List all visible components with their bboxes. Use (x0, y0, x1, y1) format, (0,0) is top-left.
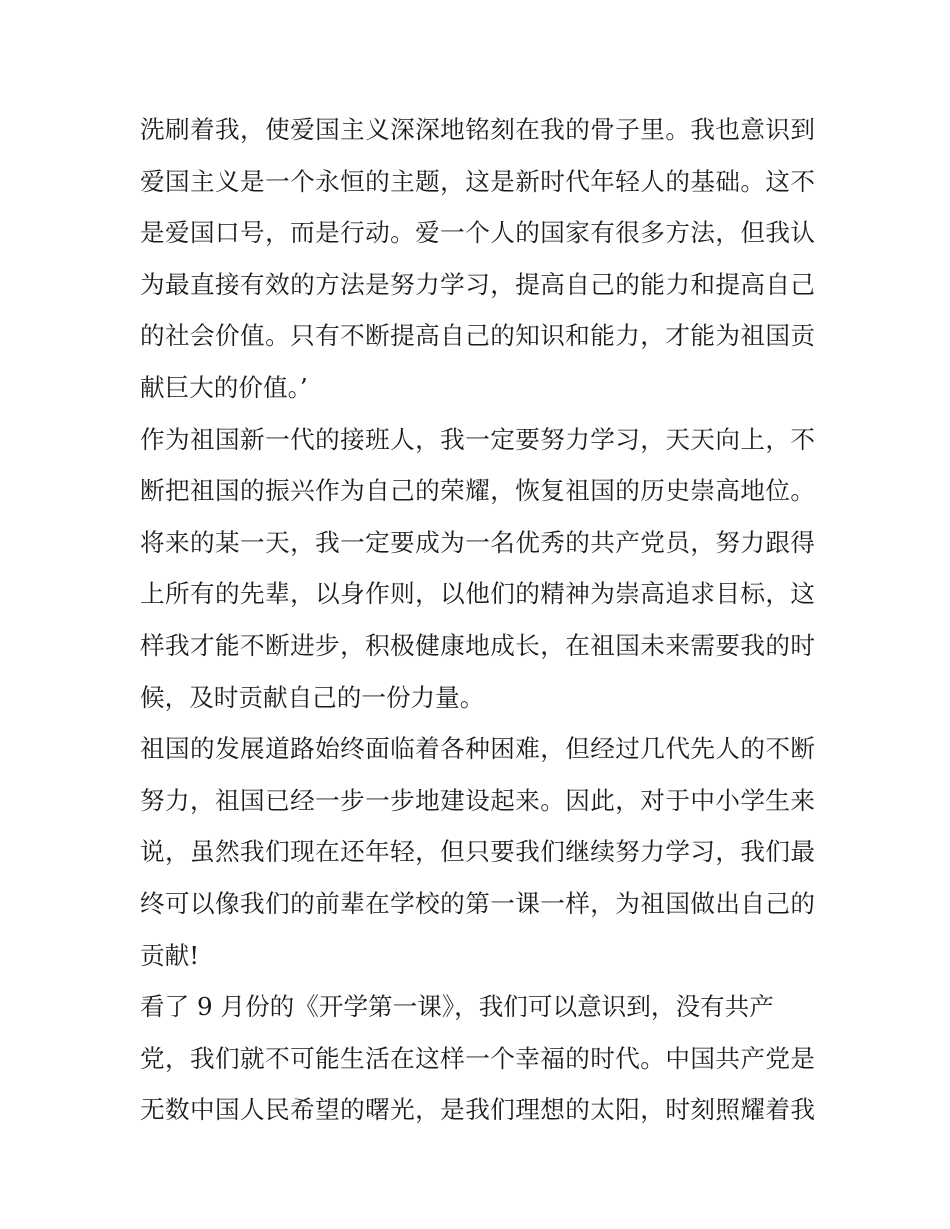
text-line: 样我才能不断进步，积极健康地成长，在祖国未来需要我的时 (140, 630, 815, 660)
text-line: 断把祖国的振兴作为自己的荣耀，恢复祖国的历史崇高地位。 (140, 476, 815, 506)
text-line: 党，我们就不可能生活在这样一个幸福的时代。中国共产党是 (140, 1043, 815, 1073)
text-line: 爱国主义是一个永恒的主题，这是新时代年轻人的基础。这不 (140, 166, 815, 196)
text-line: 是爱国口号，而是行动。爱一个人的国家有很多方法，但我认 (140, 218, 815, 248)
text-line: 候，及时贡献自己的一份力量。 (140, 682, 485, 712)
paragraph-2 (140, 414, 815, 724)
text-line: 说，虽然我们现在还年轻，但只要我们继续努力学习，我们最 (140, 837, 815, 867)
paragraph-3 (140, 723, 815, 981)
text-line: 努力，祖国已经一步一步地建设起来。因此，对于中小学生来 (140, 785, 815, 815)
text-line: 无数中国人民希望的曙光，是我们理想的太阳，时刻照耀着我 (140, 1095, 815, 1125)
text-line: 的社会价值。只有不断提高自己的知识和能力，才能为祖国贡 (140, 321, 815, 351)
text-line: 祖国的发展道路始终面临着各种困难，但经过几代先人的不断 (140, 734, 815, 764)
text-line: 终可以像我们的前辈在学校的第一课一样，为祖国做出自己的 (140, 888, 815, 918)
text-line: 上所有的先辈，以身作则，以他们的精神为崇高追求目标，这 (140, 579, 815, 609)
text-line: 作为祖国新一代的接班人，我一定要努力学习，天天向上，不 (140, 424, 815, 454)
text-line: 将来的某一天，我一定要成为一名优秀的共产党员，努力跟得 (140, 527, 815, 557)
text-line: 为最直接有效的方法是努力学习，提高自己的能力和提高自己 (140, 269, 815, 299)
text-line: 贡献! (140, 940, 200, 970)
document-body (140, 104, 815, 1136)
paragraph-1 (140, 104, 815, 414)
paragraph-4 (140, 981, 815, 1136)
text-line: 看了 9 月份的《开学第一课》，我们可以意识到，没有共产 (140, 992, 774, 1022)
text-line: 献巨大的价值。’ (140, 372, 308, 402)
text-line: 洗刷着我，使爱国主义深深地铭刻在我的骨子里。我也意识到 (140, 115, 815, 144)
